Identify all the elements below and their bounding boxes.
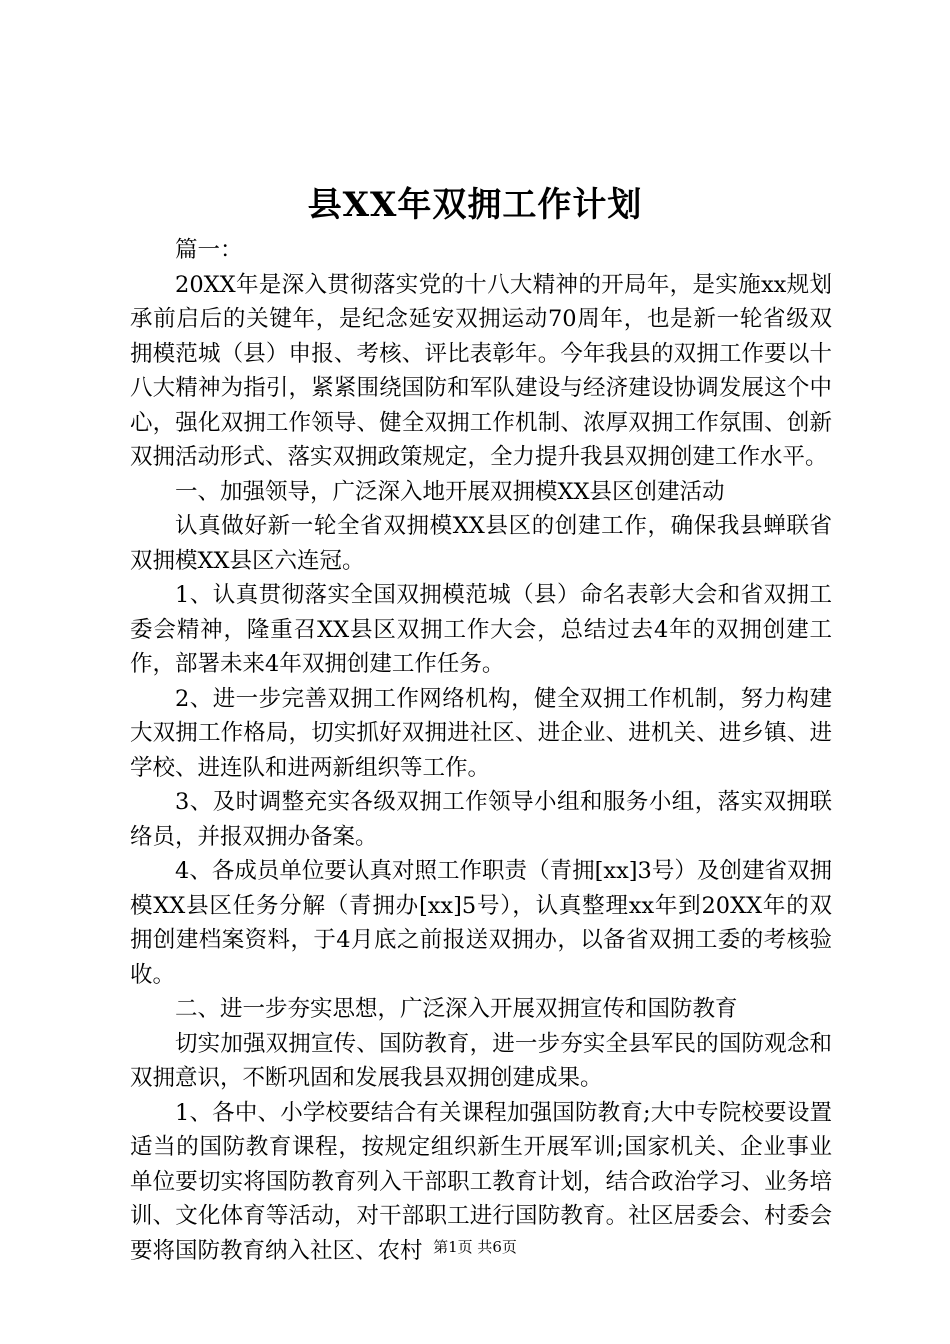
page-footer: 第1页 共6页 [433,1238,517,1256]
list-item: 4、各成员单位要认真对照工作职责（青拥[xx]3号）及创建省双拥模XX县区任务分解（青拥办[xx]5号），认真整理xx年到20XX年的双拥创建档案资料，于4月底之前报送双拥办，以备省双拥工委的考核验收。 [130,858,832,988]
paragraph: 认真做好新一轮全省双拥模XX县区的创建工作，确保我县蝉联省双拥模XX县区六连冠。 [130,513,832,574]
document-body [130,233,832,1268]
paragraph-overview: 20XX年是深入贯彻落实党的十八大精神的开局年，是实施xx规划承前启后的关键年，是纪念延安双拥运动70周年，也是新一轮省级双拥模范城（县）申报、考核、评比表彰年。今年我县的双拥工作要以十八大精神为指引，紧紧围绕国防和军队建设与经济建设协调发展这个中心，强化双拥工作领导、健全双拥工作机制、浓厚双拥工作氛围、创新双拥活动形式、落实双拥政策规定，全力提升我县双拥创建工作水平。 [130,271,832,470]
document-title: 县XX年双拥工作计划 [307,185,643,225]
list-item: 2、进一步完善双拥工作网络机构，健全双拥工作机制，努力构建大双拥工作格局，切实抓好双拥进社区、进企业、进机关、进乡镇、进学校、进连队和进两新组织等工作。 [130,685,832,781]
section-heading-2: 二、进一步夯实思想，广泛深入开展双拥宣传和国防教育 [175,996,738,1022]
section-heading-1: 一、加强领导，广泛深入地开展双拥模XX县区创建活动 [175,478,725,505]
list-item: 1、各中、小学校要结合有关课程加强国防教育;大中专院校要设置适当的国防教育课程，按规定组织新生开展军训;国家机关、企业事业单位要切实将国防教育列入干部职工教育计划，结合政治学习、业务培训、文化体育等活动，对干部职工进行国防教育。社区居委会、村委会要将国防教育纳入社区、农村 [130,1099,832,1264]
list-item: 3、及时调整充实各级双拥工作领导小组和服务小组，落实双拥联络员，并报双拥办备案。 [130,789,832,850]
paragraph-intro-label: 篇一： [175,237,243,263]
list-item: 1、认真贯彻落实全国双拥模范城（县）命名表彰大会和省双拥工委会精神，隆重召XX县区双拥工作大会，总结过去4年的双拥创建工作，部署未来4年双拥创建工作任务。 [130,582,832,677]
paragraph: 切实加强双拥宣传、国防教育，进一步夯实全县军民的国防观念和双拥意识，不断巩固和发展我县双拥创建成果。 [130,1030,832,1091]
